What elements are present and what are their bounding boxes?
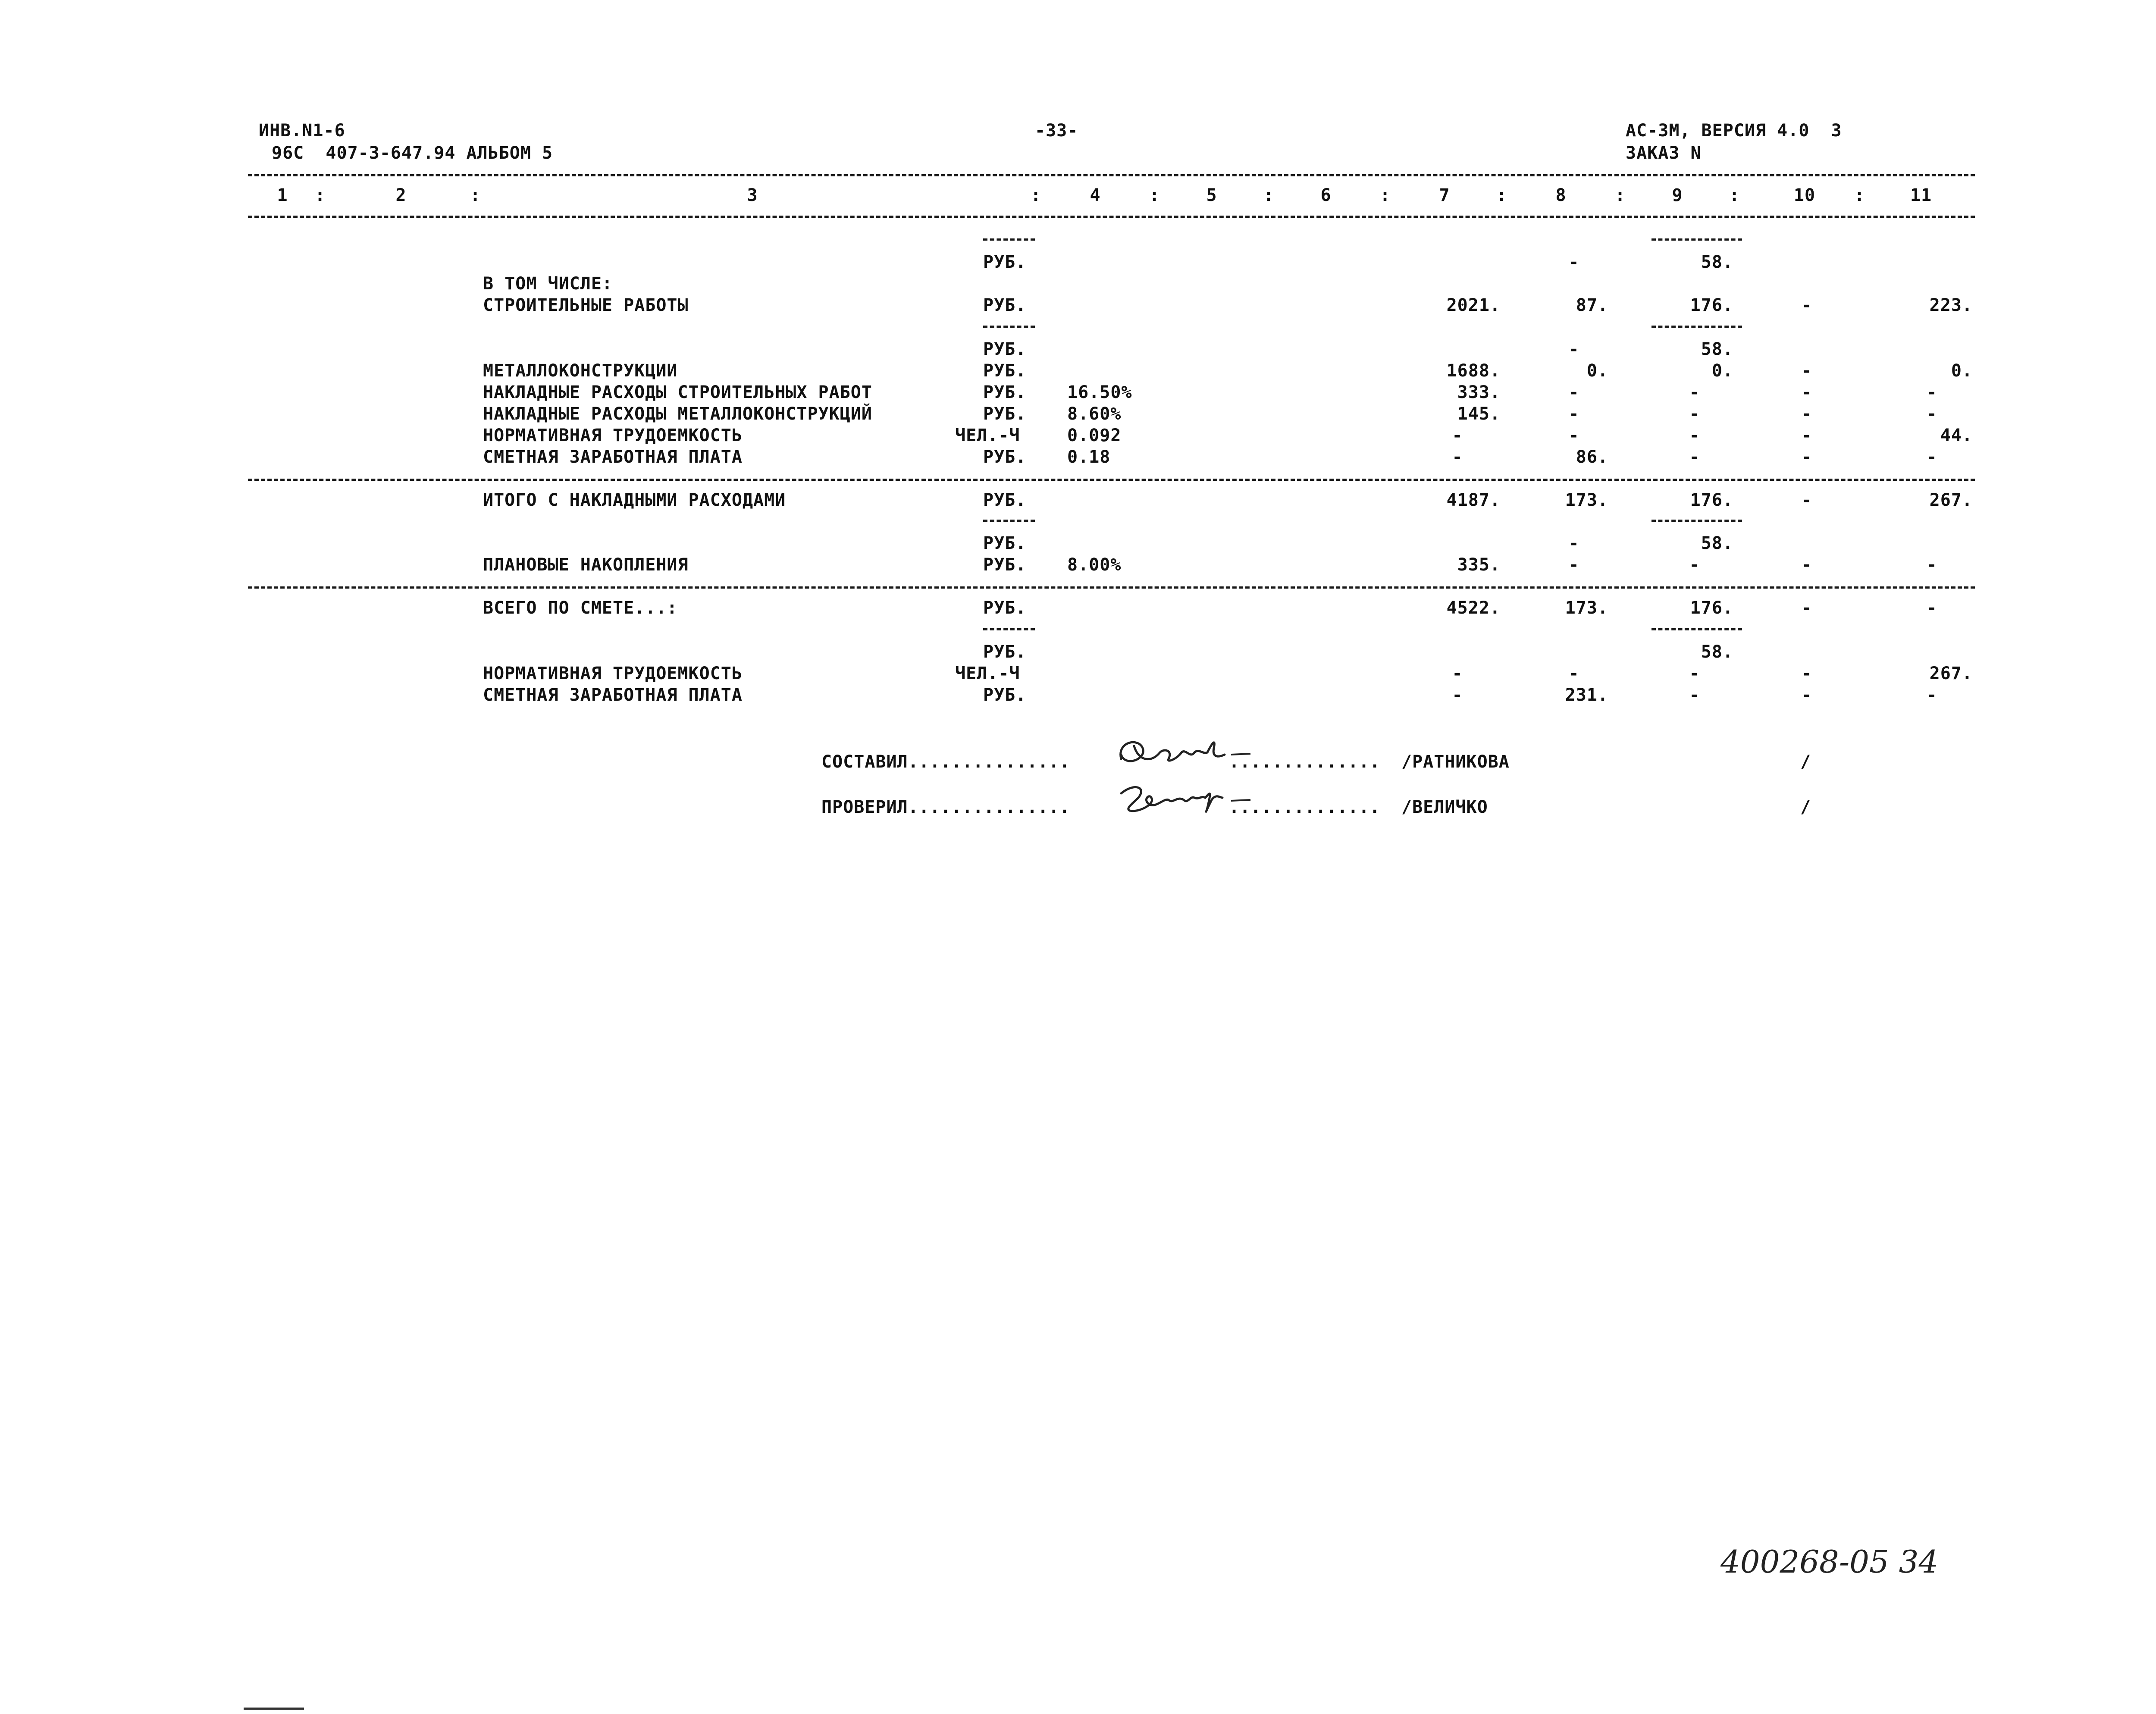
column-separator: : — [1031, 185, 1042, 205]
cell-c10: - — [1801, 555, 1812, 575]
row-label: ПЛАНОВЫЕ НАКОПЛЕНИЯ — [483, 555, 689, 575]
cell-c9: 58. — [1701, 339, 1733, 359]
unit-rub: РУБ. — [983, 295, 1027, 315]
order-number: ЗАКАЗ N — [1626, 143, 1702, 163]
checked-dots: .............. — [1229, 797, 1381, 817]
cell-c8: 87. — [1576, 295, 1608, 315]
cell-c4: 0.092 — [1067, 426, 1122, 445]
cell-c8: - — [1568, 426, 1579, 445]
unit-rub: РУБ. — [983, 252, 1027, 272]
value-underline — [1651, 628, 1742, 630]
cell-c7: - — [1452, 664, 1463, 683]
unit-man-hours: ЧЕЛ.-Ч — [955, 664, 1020, 683]
cell-c11: 44. — [1940, 426, 1973, 445]
unit-rub: РУБ. — [983, 490, 1027, 510]
cell-c9: 58. — [1701, 533, 1733, 553]
cell-c11: - — [1926, 404, 1937, 424]
row-label: НОРМАТИВНАЯ ТРУДОЕМКОСТЬ — [483, 426, 743, 445]
cell-c9: - — [1689, 447, 1700, 467]
cell-c7: 4522. — [1446, 598, 1501, 618]
unit-rub: РУБ. — [983, 361, 1027, 381]
header-top-rule — [248, 174, 1975, 176]
cell-c8: 86. — [1576, 447, 1608, 467]
archive-number: 400268-05 34 — [1720, 1544, 1939, 1580]
cell-c10: - — [1801, 664, 1812, 683]
cell-c11: - — [1926, 598, 1937, 618]
column-separator: : — [1149, 185, 1160, 205]
checked-by-label: ПРОВЕРИЛ............... — [821, 797, 1070, 817]
row-label: МЕТАЛЛОКОНСТРУКЦИИ — [483, 361, 678, 381]
compiled-dots: .............. — [1229, 752, 1381, 772]
column-separator: : — [315, 185, 326, 205]
document-reference: 96С 407-3-647.94 АЛЬБОМ 5 — [272, 143, 553, 163]
column-separator: : — [470, 185, 481, 205]
column-separator: : — [1729, 185, 1740, 205]
cell-c10: - — [1801, 426, 1812, 445]
cell-c4: 16.50% — [1067, 382, 1132, 402]
cell-c7: 145. — [1457, 404, 1501, 424]
column-separator: : — [1496, 185, 1507, 205]
cell-c4: 0.18 — [1067, 447, 1111, 467]
cell-c8: - — [1568, 339, 1579, 359]
cell-c9: 176. — [1690, 490, 1733, 510]
page-number: -33- — [1035, 121, 1078, 141]
value-underline — [1651, 326, 1742, 328]
cell-c7: 4187. — [1446, 490, 1501, 510]
value-underline — [1651, 520, 1742, 522]
cell-c7: 1688. — [1446, 361, 1501, 381]
unit-rub: РУБ. — [983, 598, 1027, 618]
column-number: 8 — [1555, 185, 1567, 205]
row-label: СМЕТНАЯ ЗАРАБОТНАЯ ПЛАТА — [483, 447, 743, 467]
row-label: В ТОМ ЧИСЛЕ: — [483, 274, 613, 294]
cell-c10: - — [1801, 490, 1812, 510]
cell-c11: 223. — [1929, 295, 1973, 315]
cell-c9: 176. — [1690, 295, 1733, 315]
unit-rub: РУБ. — [983, 404, 1027, 424]
cell-c10: - — [1801, 382, 1812, 402]
cell-c8: - — [1568, 555, 1579, 575]
cell-c8: - — [1568, 664, 1579, 683]
cell-c10: - — [1801, 361, 1812, 381]
compiled-by-label: СОСТАВИЛ............... — [821, 752, 1070, 772]
cell-c7: 335. — [1457, 555, 1501, 575]
row-label: СМЕТНАЯ ЗАРАБОТНАЯ ПЛАТА — [483, 685, 743, 705]
row-label: ИТОГО С НАКЛАДНЫМИ РАСХОДАМИ — [483, 490, 786, 510]
cell-c7: - — [1452, 447, 1463, 467]
cell-c8: 173. — [1565, 490, 1608, 510]
cell-c4: 8.60% — [1067, 404, 1122, 424]
cell-c8: 173. — [1565, 598, 1608, 618]
unit-rub: РУБ. — [983, 339, 1027, 359]
cell-c9: - — [1689, 426, 1700, 445]
cell-c10: - — [1801, 447, 1812, 467]
cell-c8: - — [1568, 382, 1579, 402]
column-number: 6 — [1320, 185, 1332, 205]
cell-c8: 231. — [1565, 685, 1608, 705]
unit-man-hours: ЧЕЛ.-Ч — [955, 426, 1020, 445]
unit-rub: РУБ. — [983, 382, 1027, 402]
cell-c7: 333. — [1457, 382, 1501, 402]
cell-c8: - — [1568, 533, 1579, 553]
cell-c11: 267. — [1929, 664, 1973, 683]
cell-c9: - — [1689, 664, 1700, 683]
cell-c7: 2021. — [1446, 295, 1501, 315]
cell-c10: - — [1801, 295, 1812, 315]
value-underline — [1651, 238, 1742, 241]
compiled-by-name: /РАТНИКОВА — [1401, 752, 1510, 772]
checked-slash: / — [1800, 797, 1811, 817]
unit-rub: РУБ. — [983, 685, 1027, 705]
compiled-slash: / — [1800, 752, 1811, 772]
cell-c11: - — [1926, 382, 1937, 402]
column-number: 11 — [1910, 185, 1932, 205]
cell-c9: 0. — [1711, 361, 1733, 381]
column-separator: : — [1854, 185, 1865, 205]
row-label: ВСЕГО ПО СМЕТЕ...: — [483, 598, 678, 618]
column-number: 9 — [1672, 185, 1683, 205]
unit-rub: РУБ. — [983, 533, 1027, 553]
row-label: НАКЛАДНЫЕ РАСХОДЫ СТРОИТЕЛЬНЫХ РАБОТ — [483, 382, 872, 402]
cell-c10: - — [1801, 598, 1812, 618]
header-bottom-rule — [248, 216, 1975, 218]
checked-by-name: /ВЕЛИЧКО — [1401, 797, 1488, 817]
unit-underline — [983, 238, 1035, 241]
cell-c9: 58. — [1701, 252, 1733, 272]
column-separator: : — [1615, 185, 1626, 205]
unit-underline — [983, 628, 1035, 630]
column-number: 2 — [395, 185, 407, 205]
column-separator: : — [1380, 185, 1391, 205]
cell-c10: - — [1801, 404, 1812, 424]
cell-c7: - — [1452, 685, 1463, 705]
row-label: НАКЛАДНЫЕ РАСХОДЫ МЕТАЛЛОКОНСТРУКЦИЙ — [483, 404, 872, 424]
unit-rub: РУБ. — [983, 642, 1027, 662]
cell-c9: - — [1689, 382, 1700, 402]
column-number: 1 — [277, 185, 288, 205]
corner-mark — [244, 1708, 304, 1710]
cell-c9: 58. — [1701, 642, 1733, 662]
column-number: 10 — [1793, 185, 1816, 205]
cell-c8: 0. — [1586, 361, 1608, 381]
column-number: 3 — [747, 185, 758, 205]
unit-rub: РУБ. — [983, 447, 1027, 467]
cell-c11: 0. — [1951, 361, 1973, 381]
cell-c9: - — [1689, 685, 1700, 705]
cell-c8: - — [1568, 252, 1579, 272]
cell-c10: - — [1801, 685, 1812, 705]
cell-c7: - — [1452, 426, 1463, 445]
unit-rub: РУБ. — [983, 555, 1027, 575]
cell-c9: - — [1689, 555, 1700, 575]
column-number: 7 — [1439, 185, 1450, 205]
column-number: 4 — [1090, 185, 1101, 205]
cell-c11: 267. — [1929, 490, 1973, 510]
cell-c8: - — [1568, 404, 1579, 424]
cell-c4: 8.00% — [1067, 555, 1122, 575]
cell-c11: - — [1926, 447, 1937, 467]
inventory-number: ИНВ.N1-6 — [259, 121, 345, 141]
cell-c9: - — [1689, 404, 1700, 424]
section-rule — [248, 479, 1975, 481]
column-number: 5 — [1206, 185, 1217, 205]
cell-c11: - — [1926, 685, 1937, 705]
cell-c9: 176. — [1690, 598, 1733, 618]
unit-underline — [983, 326, 1035, 328]
row-label: НОРМАТИВНАЯ ТРУДОЕМКОСТЬ — [483, 664, 743, 683]
software-version: АС-3М, ВЕРСИЯ 4.0 3 — [1626, 121, 1842, 141]
cell-c11: - — [1926, 555, 1937, 575]
unit-underline — [983, 520, 1035, 522]
column-separator: : — [1263, 185, 1275, 205]
section-rule — [248, 586, 1975, 589]
row-label: СТРОИТЕЛЬНЫЕ РАБОТЫ — [483, 295, 689, 315]
